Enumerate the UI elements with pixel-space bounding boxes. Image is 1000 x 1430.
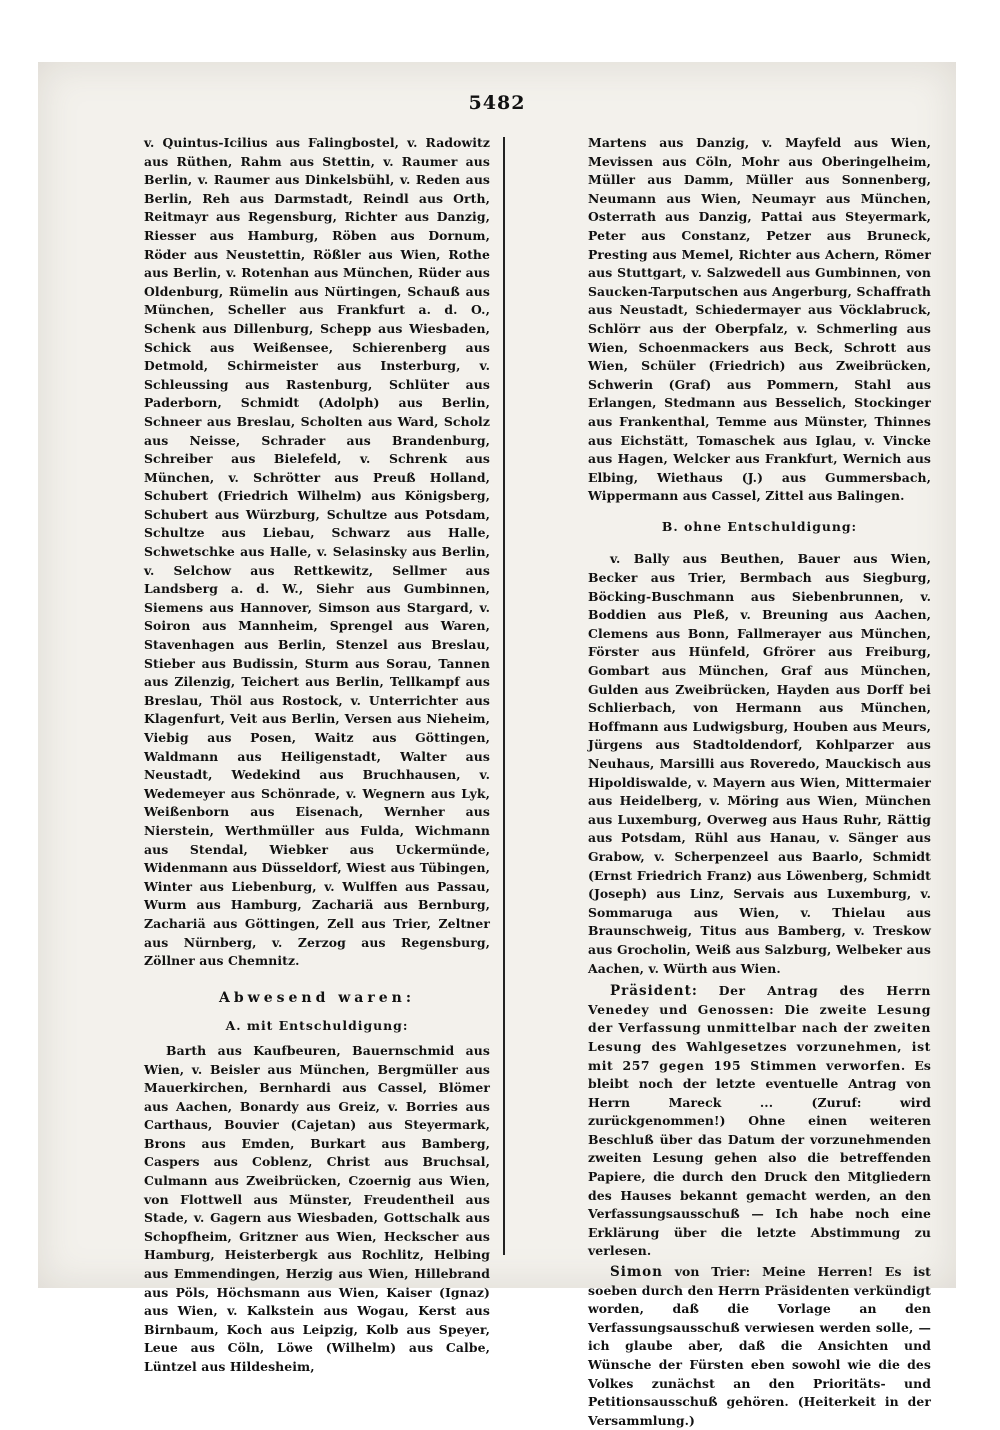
excused-members-list: Barth aus Kaufbeuren, Bauernschmid aus Wien, v. Beisler aus München, Bergmüller aus Mauerkirchen, Bernhardi aus Cassel, Blömer aus Aachen, Bonardy aus Greiz, v. Borries aus Carthaus, Bouvier (Cajetan) aus Steyermark, Brons aus Emden, Burkart aus Bamberg, Caspers aus Coblenz, Christ aus Bruchsal, Culmann aus Zweibrücken, Czoernig aus Wien, von Flottwell aus Münster, Freudentheil aus Stade, v. Gagern aus Wiesbaden, Gottschalk aus Schopfheim, Gritzner aus Wien, Heckscher aus Hamburg, Heisterbergk aus Rochlitz, Helbing aus Emmendingen, Herzig aus Wien, Hillebrand aus Pöls, Höchsmann aus Wien, Kaiser (Ignaz) aus Wien, v. Kalkstein aus Wogau, Kerst aus Birnbaum, Koch aus Leipzig, Kolb aus Speyer, Leue aus Cöln, Löwe (Wilhelm) aus Calbe, Lüntzel aus Hildesheim, <box>144 1042 490 1374</box>
right-column <box>588 134 931 1430</box>
excused-heading: A. mit Entschuldigung: <box>225 1018 409 1034</box>
column-divider <box>503 137 505 1255</box>
unexcused-heading: B. ohne Entschuldigung: <box>661 518 858 534</box>
simon-origin: von Trier: <box>674 1264 751 1280</box>
present-members-list: v. Quintus-Icilius aus Falingbostel, v. Radowitz aus Rüthen, Rahm aus Stettin, v. Raumer aus Berlin, v. Raumer aus Dinkelsbühl, v. Reden aus Berlin, Reh aus Darmstadt, Reindl aus Orth, Reitmayr aus Regensburg, Richter aus Danzig, Riesser aus Hamburg, Röben aus Dornum, Röder aus Neustettin, Rößler aus Wien, Rothe aus Berlin, v. Rotenhan aus München, Rüder aus Oldenburg, Rümelin aus Nürtingen, Schauß aus München, Scheller aus Frankfurt a. d. O., Schenk aus Dillenburg, Schepp aus Wiesbaden, Schick aus Weißensee, Schierenberg aus Detmold, Schirmeister aus Insterburg, v. Schleussing aus Rastenburg, Schlüter aus Paderborn, Schmidt (Adolph) aus Berlin, Schneer aus Breslau, Scholten aus Ward, Scholz aus Neisse, Schrader aus Brandenburg, Schreiber aus Bielefeld, v. Schrenk aus München, v. Schrötter aus Preuß Holland, Schubert (Friedrich Wilhelm) aus Königsberg, Schubert aus Würzburg, Schultze aus Potsdam, Schultze aus Liebau, Schwarz aus Halle, Schwetschke aus Halle, v. Selasinsky aus Berlin, v. Selchow aus Rettkewitz, Sellmer aus Landsberg a. d. W., Siehr aus Gumbinnen, Siemens aus Hannover, Simson aus Stargard, v. Soiron aus Mannheim, Sprengel aus Waren, Stavenhagen aus Berlin, Stenzel aus Breslau, Stieber aus Budissin, Sturm aus Sorau, Tannen aus Zilenzig, Teichert aus Berlin, Tellkampf aus Breslau, Thöl aus Rostock, v. Unterrichter aus Klagenfurt, Veit aus Berlin, Versen aus Nieheim, Viebig aus Posen, Waitz aus Göttingen, Waldmann aus Heiligenstadt, Walter aus Neustadt, Wedekind aus Bruchhausen, v. Wedemeyer aus Schönrade, v. Wegnern aus Lyk, Weißenborn aus Eisenach, Wernher aus Nierstein, Werthmüller aus Fulda, Wichmann aus Stendal, Wiebker aus Uckermünde, Widenmann aus Düsseldorf, Wiest aus Tübingen, Winter aus Liebenburg, v. Wulffen aus Passau, Wurm aus Hamburg, Zachariä aus Bernburg, Zachariä aus Göttingen, Zell aus Trier, Zeltner aus Nürnberg, v. Zerzog aus Regensburg, Zöllner aus Chemnitz. <box>144 135 490 969</box>
left-column <box>144 134 490 1377</box>
president-label: Präsident: <box>610 983 698 1000</box>
president-motion: Der Antrag des Herrn Venedey und Genossen: Die zweite Lesung der Verfassung unmittelbar nach der zweiten Lesung des Wahlgesetzes vorzunehmen, ist mit 257 gegen 195 Stimmen verworfen. <box>588 983 932 1073</box>
president-text: Es bleibt noch der letzte eventuelle Antrag von Herrn Mareck ... (Zuruf: wird zurückgenommen!) Ohne einen weiteren Beschluß über das Datum der vorzunehmenden zweiten Lesung gehen also die betreffenden Papiere, die durch den Druck den Mitgliedern des Hauses bekannt gemacht werden, an den Verfassungsausschuß — Ich habe noch eine Erklärung über die letzte Abstimmung zu verlesen. <box>588 1057 931 1259</box>
simon-text: Meine Herren! Es ist soeben durch den Herrn Präsidenten verkündigt worden, daß die Vorlage an den Verfassungsausschuß verwiesen werden solle, — ich glaube aber, daß die Ansichten und Wünsche der Fürsten eben sowohl wie die des Volkes zunächst an den Prioritäts- und Petitionsausschuß gehören. (Heiterkeit in der Versammlung.) <box>588 1264 931 1428</box>
excused-members-list-continued: Martens aus Danzig, v. Mayfeld aus Wien, Mevissen aus Cöln, Mohr aus Oberingelheim, Müller aus Damm, Müller aus Sonnenberg, Neumann aus Wien, Neumayr aus München, Osterrath aus Danzig, Pattai aus Steyermark, Peter aus Constanz, Petzer aus Bruneck, Presting aus Memel, Richter aus Achern, Römer aus Stuttgart, v. Salzwedell aus Gumbinnen, von Saucken-Tarputschen aus Angerburg, Schaffrath aus Neustadt, Schiedermayer aus Vöcklabruck, Schlörr aus der Oberpfalz, v. Schmerling aus Wien, Schoenmackers aus Beck, Schrott aus Wien, Schüler (Friedrich) aus Zweibrücken, Schwerin (Graf) aus Pommern, Stahl aus Erlangen, Stedmann aus Besselich, Stockinger aus Frankenthal, Temme aus Münster, Thinnes aus Eichstätt, Tomaschek aus Iglau, v. Vincke aus Hagen, Welcker aus Frankfurt, Wernich aus Elbing, Wiethaus (J.) aus Gummersbach, Wippermann aus Cassel, Zittel aus Balingen. <box>588 135 931 504</box>
page-number: 5482 <box>468 92 526 114</box>
simon-label: Simon <box>610 1264 663 1281</box>
document-page <box>38 62 956 1428</box>
absent-heading: Abwesend waren: <box>219 989 415 1006</box>
president-statement <box>588 982 931 1261</box>
unexcused-members-list: v. Bally aus Beuthen, Bauer aus Wien, Becker aus Trier, Bermbach aus Siegburg, Böcking-Buschmann aus Siebenbrunnen, v. Boddien aus Pleß, v. Breuning aus Aachen, Clemens aus Bonn, Fallmerayer aus München, Förster aus Hünfeld, Gfrörer aus Freiburg, Gombart aus München, Graf aus München, Gulden aus Zweibrücken, Hayden aus Dorff bei Schlierbach, von Hermann aus München, Hoffmann aus Ludwigsburg, Houben aus Meurs, Jürgens aus Stadtoldendorf, Kohlparzer aus Neuhaus, Marsilli aus Roveredo, Mauckisch aus Hipoldiswalde, v. Mayern aus Wien, Mittermaier aus Heidelberg, v. Möring aus Wien, München aus Luxemburg, Overweg aus Haus Ruhr, Rättig aus Potsdam, Rühl aus Hanau, v. Sänger aus Grabow, v. Scherpenzeel aus Baarlo, Schmidt (Ernst Friedrich Franz) aus Löwenberg, Schmidt (Joseph) aus Linz, Servais aus Luxemburg, v. Sommaruga aus Wien, v. Thielau aus Braunschweig, Titus aus Bamberg, v. Treskow aus Grocholin, Weiß aus Salzburg, Welbeker aus Aachen, v. Würth aus Wien. <box>588 551 931 976</box>
simon-statement <box>588 1263 931 1430</box>
